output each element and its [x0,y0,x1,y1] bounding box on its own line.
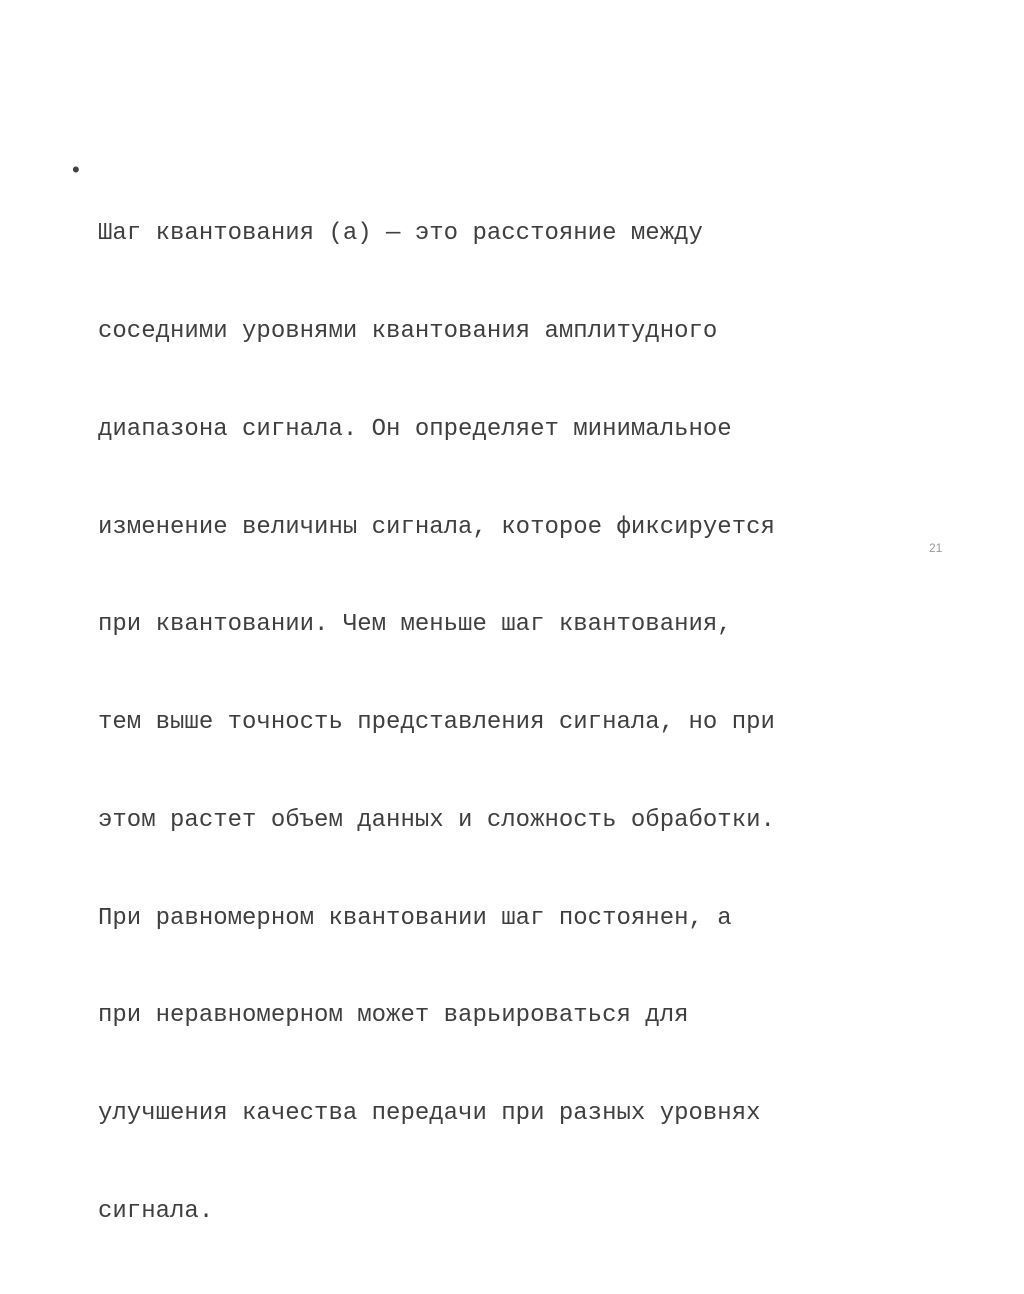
bullet-text-line: тем выше точность представления сигнала, но при [98,709,775,737]
bullet-icon: • [72,157,80,182]
bullet-text-line: сигнала. [98,1198,214,1225]
bullet-text-line: соседними уровнями квантования амплитудного [98,317,718,345]
bullet-text-line: этом растет объем данных и сложность обработки. [98,806,775,834]
slide-number: 21 [929,541,943,555]
bullet-text-line: при квантовании. Чем меньше шаг квантования, [98,611,732,639]
bullet-text-line: при неравномерном может варьироваться для [98,1002,689,1030]
bullet-text [98,153,775,1294]
bullet-text-line: диапазона сигнала. Он определяет минимальное [98,415,732,443]
bullet-text-line: изменение величины сигнала, которое фиксируется [98,513,775,541]
bullet-text-line: При равномерном квантовании шаг постоянен, а [98,904,732,932]
bullet-text-line: улучшения качества передачи при разных уровнях [98,1100,761,1128]
bullet-text-line: Шаг квантования (a) — это расстояние между [98,220,703,248]
bullet-item [72,153,952,1294]
